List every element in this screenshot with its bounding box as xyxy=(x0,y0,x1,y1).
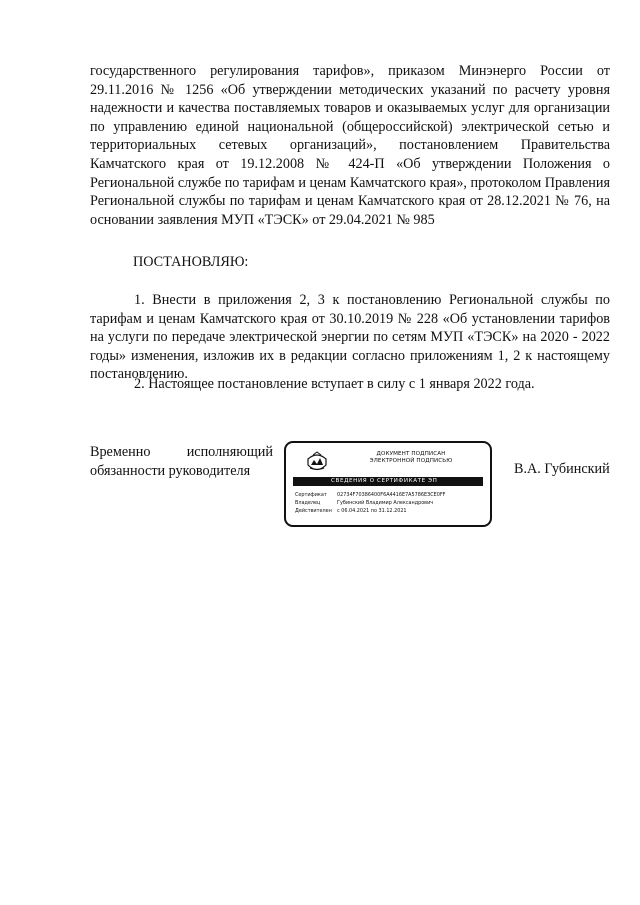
stamp-row-label: Владелец xyxy=(295,500,321,506)
signer-name: В.А. Губинский xyxy=(514,461,610,477)
stamp-row-label: Действителен xyxy=(295,508,332,514)
intro-paragraph: государственного регулирования тарифов», приказом Минэнерго России от 29.11.2016 № 1256 «Об утверждении методических указаний по расчету уровня надежности и качества поставляемых товаров и оказываемых услуг для организации по управлению единой национальной (общероссийской) электрической сетью и территориальных сетевых организаций», постановлением Правительства Камчатского края от 19.12.2008 № 424-П «Об утверждении Положения о Региональной службе по тарифам и ценам Камчатского края», протоколом Правления Региональной службы по тарифам и ценам Камчатского края от 28.12.2021 № 76, на основании заявления МУП «ТЭСК» от 29.04.2021 № 985 xyxy=(90,63,610,228)
stamp-details xyxy=(295,491,445,515)
stamp-row-value: Губинский Владимир Александрович xyxy=(337,500,434,506)
signer-line-2: обязанности руководителя xyxy=(90,462,251,479)
stamp-row-owner xyxy=(295,499,445,507)
stamp-row-label: Сертификат xyxy=(295,492,327,498)
stamp-row-validity xyxy=(295,507,445,515)
item-2-paragraph: 2. Настоящее постановление вступает в силу с 1 января 2022 года. xyxy=(134,376,535,392)
stamp-certificate-bar: СВЕДЕНИЯ О СЕРТИФИКАТЕ ЭП xyxy=(293,477,483,486)
signer-position xyxy=(90,443,273,480)
stamp-header-line-2: ЭЛЕКТРОННОЙ ПОДПИСЬЮ xyxy=(369,458,453,464)
coat-of-arms-icon xyxy=(304,449,330,475)
stamp-header-line-1: ДОКУМЕНТ ПОДПИСАН xyxy=(376,451,446,457)
stamp-row-certificate xyxy=(295,491,445,499)
stamp-header xyxy=(346,451,476,465)
signer-line-1: Временно исполняющий xyxy=(90,444,273,460)
stamp-row-value: с 06.04.2021 по 31.12.2021 xyxy=(337,508,407,514)
decree-word: ПОСТАНОВЛЯЮ: xyxy=(133,254,249,270)
electronic-signature-stamp xyxy=(284,441,492,527)
stamp-row-value: 02734F70386400F6A4416E7A5786ЕЗСЕ0FF xyxy=(337,492,446,498)
item-1-paragraph: 1. Внести в приложения 2, 3 к постановлению Региональной службы по тарифам и ценам Камчатского края от 30.10.2019 № 228 «Об установлении тарифов на услуги по передаче электрической энергии по сетям МУП «ТЭСК» на 2020 - 2022 годы» изменения, изложив их в редакции согласно приложениям 1, 2 к настоящему постановлению. xyxy=(90,292,610,383)
